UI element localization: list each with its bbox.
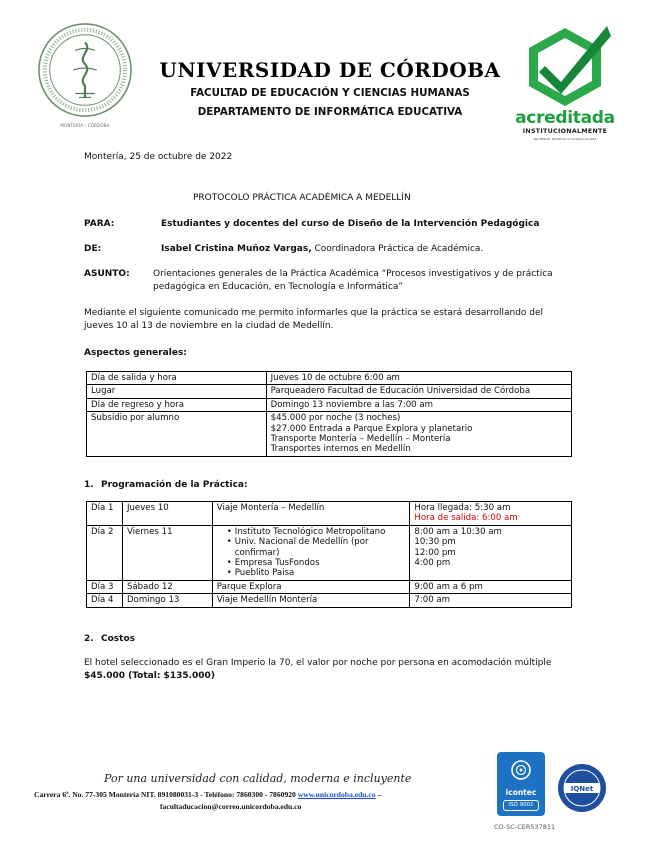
table-cell <box>266 412 571 457</box>
table-cell: Parque Explora <box>212 580 410 593</box>
table-row <box>87 580 572 593</box>
table-cell: Viernes 11 <box>122 525 212 580</box>
de-value <box>161 244 483 255</box>
table-cell: Día de salida y hora <box>87 372 267 385</box>
visit-time: 10:30 pm <box>414 537 456 548</box>
visit-time: 8:00 am a 10:30 am <box>414 526 502 537</box>
table-cell: Viaje Montería – Medellín <box>212 502 410 526</box>
arrival-time: Hora llegada: 5:30 am <box>414 503 511 513</box>
table-cell: Jueves 10 de octubre 6:00 am <box>266 372 571 385</box>
table-cell: Día 4 <box>87 594 123 607</box>
costs-heading: Costos <box>101 634 135 644</box>
department-name: DEPARTAMENTO DE INFORMÁTICA EDUCATIVA <box>197 106 463 118</box>
seal-icon <box>36 20 134 120</box>
website-link[interactable]: www.unicordoba.edu.co <box>297 790 376 799</box>
table-cell: 9:00 am a 6 pm <box>410 580 572 593</box>
visit-time: 4:00 pm <box>414 558 451 569</box>
subsidy-line: Transportes internos en Medellín <box>270 444 411 455</box>
footer-email[interactable]: facultaducacion@correo.unicordoba.edu.co <box>160 802 302 811</box>
seal-caption: MONTERÍA - CÓRDOBA <box>60 123 110 128</box>
letter-title: PROTOCOLO PRÁCTICA ACADÉMICA A MEDELLÍN <box>193 193 411 203</box>
table-cell: Sábado 12 <box>122 580 212 593</box>
list-item: • Pueblito Paisa <box>227 568 407 578</box>
table-row <box>87 385 572 398</box>
table-row <box>87 372 572 385</box>
table-cell: Domingo 13 noviembre a las 7:00 am <box>266 398 571 411</box>
table-row <box>87 502 572 526</box>
intro-line-2: jueves 10 al 13 de noviembre en la ciudad de Medellín. <box>84 321 334 331</box>
icontec-word: icontec <box>505 788 537 797</box>
table-cell: Jueves 10 <box>122 502 212 526</box>
table-cell: Día 2 <box>87 525 123 580</box>
table-cell: Parqueadero Facultad de Educación Universidad de Córdoba <box>266 385 571 398</box>
accreditation-word: acreditada <box>515 108 615 128</box>
faculty-name: FACULTAD DE EDUCACIÓN Y CIENCIAS HUMANAS <box>190 87 470 99</box>
table-cell: Domingo 13 <box>122 594 212 607</box>
icontec-icon <box>497 752 545 788</box>
university-seal <box>36 20 134 132</box>
list-item: • Univ. Nacional de Medellín (por confirmar) <box>227 537 407 558</box>
subsidy-line: $27.000 Entrada a Parque Explora y planetario <box>270 423 473 434</box>
list-item: • Empresa TusFondos <box>227 558 407 568</box>
accreditation-logo <box>515 22 615 146</box>
accreditation-resolution: Res. MEN No. 002195 del 13 de febrero de 2018 <box>533 138 597 141</box>
de-role: Coordinadora Práctica de Académica. <box>311 244 484 254</box>
asunto-label: ASUNTO: <box>84 269 130 279</box>
list-item: • Instituto Tecnológico Metropolitano <box>227 527 407 537</box>
university-name: UNIVERSIDAD DE CÓRDOBA <box>159 58 501 82</box>
certificate-code: CO-SC-CER537811 <box>494 823 556 831</box>
table-cell: Día de regreso y hora <box>87 398 267 411</box>
visit-time: 12:00 pm <box>414 547 456 558</box>
address-tail: – <box>375 790 382 799</box>
general-heading: Aspectos generales: <box>84 348 187 358</box>
icontec-badge <box>497 752 545 816</box>
accreditation-subtitle: INSTITUCIONALMENTE <box>522 128 608 135</box>
table-row <box>87 398 572 411</box>
schedule-heading-number: 1. <box>84 480 94 490</box>
footer-motto: Por una universidad con calidad, moderna e incluyente <box>104 772 412 785</box>
table-cell: Día 1 <box>87 502 123 526</box>
table-row <box>87 525 572 580</box>
costs-heading-number: 2. <box>84 634 94 644</box>
para-label: PARA: <box>84 219 115 229</box>
table-cell: 7:00 am <box>410 594 572 607</box>
table-row <box>87 412 572 457</box>
asunto-line-1: Orientaciones generales de la Práctica Académica “Procesos investigativos y de práctica <box>153 269 553 279</box>
iqnet-icon <box>556 762 608 814</box>
asunto-line-2: pedagógica en Educación, en Tecnología e Informática” <box>153 282 404 292</box>
subsidy-line: $45.000 por noche (3 noches) <box>270 413 401 424</box>
table-cell: Día 3 <box>87 580 123 593</box>
para-value: Estudiantes y docentes del curso de Diseño de la Intervención Pedagógica <box>161 219 540 229</box>
table-cell: Lugar <box>87 385 267 398</box>
checkmark-icon <box>515 22 615 112</box>
iqnet-label: IQNet <box>570 785 594 793</box>
address-text: Carrera 6ª. No. 77-305 Montería NIT. 891080031-3 - Teléfono: 7860300 - 7860920 <box>34 790 298 799</box>
general-table <box>86 371 572 457</box>
iso-label: ISO 9001 <box>503 800 539 811</box>
schedule-table <box>86 501 572 608</box>
schedule-heading: Programación de la Práctica: <box>101 480 248 490</box>
de-name: Isabel Cristina Muñoz Vargas, <box>161 244 312 254</box>
letterhead <box>140 58 520 119</box>
table-cell: Viaje Medellín Montería <box>212 594 410 607</box>
de-label: DE: <box>84 244 102 254</box>
table-row <box>87 594 572 607</box>
costs-text: El hotel seleccionado es el Gran Imperio la 70, el valor por noche por persona en acomodación múltiple <box>84 658 552 668</box>
subsidy-line: Transporte Montería – Medellín – Montería <box>270 434 451 445</box>
table-cell <box>410 525 572 580</box>
letter-date: Montería, 25 de octubre de 2022 <box>84 152 233 162</box>
table-cell <box>212 525 410 580</box>
intro-line-1: Mediante el siguiente comunicado me permito informarles que la práctica se estará desarrollando del <box>84 308 544 318</box>
table-cell: Subsidio por alumno <box>87 412 267 457</box>
table-cell <box>410 502 572 526</box>
costs-amount: $45.000 (Total: $135.000) <box>84 671 215 681</box>
footer-address <box>34 790 381 799</box>
departure-time: Hora de salida: 6:00 am <box>414 513 518 524</box>
visit-list <box>227 527 407 579</box>
